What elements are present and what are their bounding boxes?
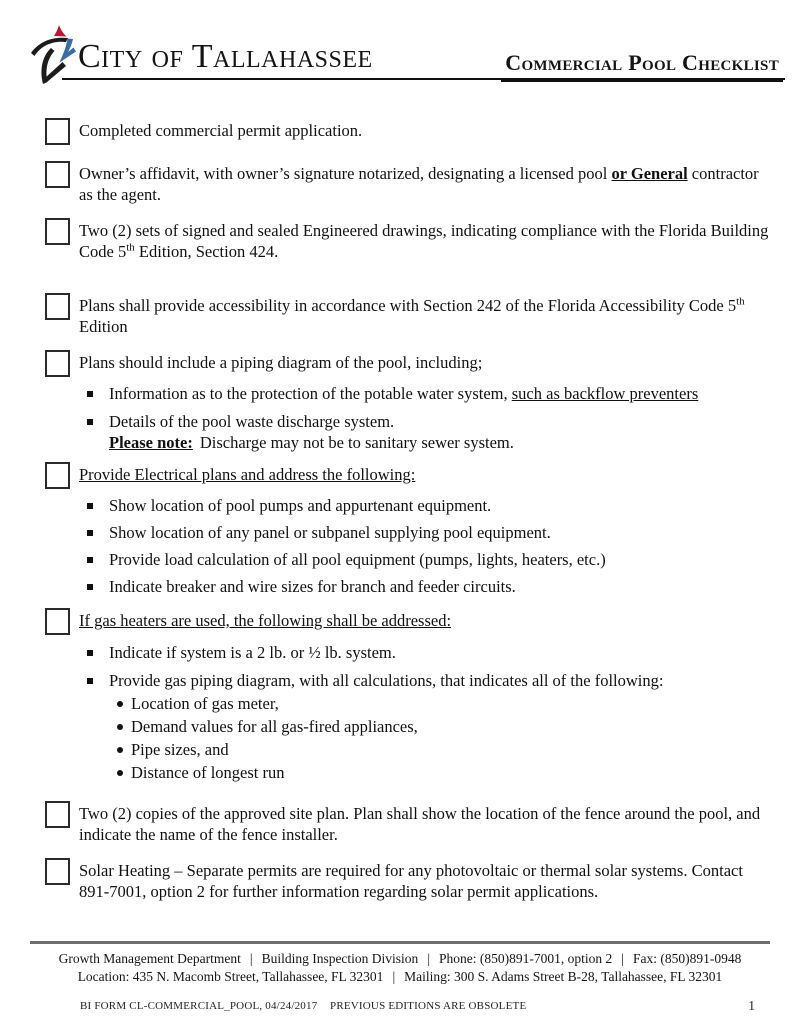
bullet-text: Show location of pool pumps and appurtenant equipment. — [109, 496, 492, 515]
text-segment: Edition, Section 424. — [134, 242, 279, 261]
item-text — [79, 218, 772, 262]
bullet-gas-sub-1 — [117, 716, 772, 737]
checkbox[interactable] — [45, 218, 70, 245]
checklist — [45, 112, 772, 902]
page-title: Commercial Pool Checklist — [501, 50, 783, 82]
note-label: Please note: — [109, 433, 193, 452]
item-text: Solar Heating – Separate permits are required for any photovoltaic or thermal solar systems. Contact 891-7001, option 2 for further information regarding solar permit applications. — [79, 861, 743, 901]
dot-bullet-icon — [117, 701, 123, 707]
checkbox[interactable] — [45, 293, 70, 320]
obsolete-note: PREVIOUS EDITIONS ARE OBSOLETE — [330, 1000, 527, 1012]
form-id: BI FORM CL-COMMERCIAL_POOL, 04/24/2017 — [80, 1000, 318, 1012]
square-bullet-icon — [87, 391, 93, 397]
item-text — [79, 293, 772, 337]
item-text: Plans should include a piping diagram of the pool, including; — [79, 353, 483, 372]
bullet-text: Indicate if system is a 2 lb. or ½ lb. system. — [109, 643, 396, 662]
bullet-text: Indicate breaker and wire sizes for branch and feeder circuits. — [109, 577, 516, 596]
bullet-text: Show location of any panel or subpanel supplying pool equipment. — [109, 523, 551, 542]
superscript: th — [736, 295, 745, 308]
emphasized-segment: or General — [611, 164, 688, 183]
bullet-text: Provide load calculation of all pool equipment (pumps, lights, heaters, etc.) — [109, 550, 606, 569]
checkbox[interactable] — [45, 608, 70, 635]
text-segment: Information as to the protection of the potable water system, — [109, 384, 512, 403]
superscript: th — [126, 241, 135, 254]
separator: | — [621, 951, 624, 966]
header-divider — [62, 78, 785, 80]
checklist-item-site-plan — [45, 801, 772, 845]
footer-contact-line-1 — [30, 950, 770, 968]
checkbox[interactable] — [45, 858, 70, 885]
item-text: Completed commercial permit application. — [79, 121, 363, 140]
bullet-text: Provide gas piping diagram, with all calculations, that indicates all of the following: — [109, 671, 664, 690]
separator: | — [427, 951, 431, 966]
square-bullet-icon — [87, 678, 93, 684]
dot-bullet-icon — [117, 747, 123, 753]
bullet-electrical-2 — [87, 549, 772, 570]
bullet-waste-discharge — [87, 411, 772, 453]
checkbox[interactable] — [45, 801, 70, 828]
dot-bullet-icon — [117, 724, 123, 730]
bullet-text: Location of gas meter, — [131, 694, 279, 713]
item-text: Provide Electrical plans and address the following: — [79, 465, 416, 484]
page-footer — [30, 941, 770, 1014]
footer-contact-line-2 — [30, 968, 770, 986]
checklist-item-permit-application — [45, 118, 772, 145]
bullet-text: Demand values for all gas-fired appliances, — [131, 717, 418, 736]
bullet-text — [109, 383, 772, 404]
bullet-text: Distance of longest run — [131, 763, 285, 782]
bullet-potable-water — [87, 383, 772, 404]
bullet-gas-system — [87, 642, 772, 663]
checklist-item-owners-affidavit — [45, 161, 772, 205]
note-text: Discharge may not be to sanitary sewer system. — [199, 433, 514, 452]
footer-mailing: Mailing: 300 S. Adams Street B-28, Tallahassee, FL 32301 — [404, 969, 723, 984]
checkbox[interactable] — [45, 118, 70, 145]
bullet-text — [109, 411, 772, 453]
bullet-text: Pipe sizes, and — [131, 740, 229, 759]
text-segment: Details of the pool waste discharge system. — [109, 412, 395, 431]
checklist-item-gas-heaters — [45, 608, 772, 635]
footer-fax: Fax: (850)891-0948 — [632, 951, 742, 966]
text-segment: Owner’s affidavit, with owner’s signature notarized, designating a licensed pool — [79, 164, 612, 183]
item-text — [79, 161, 772, 205]
bullet-gas-sub-3 — [117, 762, 772, 783]
checkbox[interactable] — [45, 462, 70, 489]
bullet-electrical-0 — [87, 495, 772, 516]
footer-department: Growth Management Department — [58, 951, 241, 966]
checklist-item-accessibility — [45, 293, 772, 337]
underlined-segment: such as backflow preventers — [511, 384, 699, 403]
checklist-item-piping-diagram — [45, 350, 772, 377]
footer-bottom-row — [30, 998, 770, 1014]
text-segment: Two (2) sets of signed and sealed Engineered drawings, indicating compliance with the Florida Building Code 5 — [79, 221, 769, 261]
dot-bullet-icon — [117, 770, 123, 776]
text-segment: contractor as the agent. — [79, 164, 759, 204]
separator: | — [249, 951, 253, 966]
item-text: Two (2) copies of the approved site plan. Plan shall show the location of the fence around the pool, and indicate the name of the fence installer. — [79, 804, 761, 844]
footer-location: Location: 435 N. Macomb Street, Tallahassee, FL 32301 — [77, 969, 384, 984]
bullet-gas-diagram — [87, 670, 772, 691]
square-bullet-icon — [87, 530, 93, 536]
checkbox[interactable] — [45, 161, 70, 188]
checklist-item-electrical-plans — [45, 462, 772, 489]
separator: | — [392, 969, 396, 984]
text-segment: Edition — [79, 317, 128, 336]
bullet-gas-sub-2 — [117, 739, 772, 760]
checkbox[interactable] — [45, 350, 70, 377]
square-bullet-icon — [87, 650, 93, 656]
footer-divider — [30, 941, 770, 944]
footer-division: Building Inspection Division — [261, 951, 419, 966]
brand-title: City of Tallahassee — [78, 38, 373, 75]
page-number: 1 — [748, 998, 755, 1013]
bullet-electrical-3 — [87, 576, 772, 597]
checklist-item-engineered-drawings — [45, 218, 772, 262]
text-segment: Plans shall provide accessibility in accordance with Section 242 of the Florida Accessibility Code 5 — [79, 296, 737, 315]
bullet-gas-sub-0 — [117, 693, 772, 714]
square-bullet-icon — [87, 503, 93, 509]
square-bullet-icon — [87, 584, 93, 590]
footer-phone: Phone: (850)891-7001, option 2 — [439, 951, 613, 966]
bullet-electrical-1 — [87, 522, 772, 543]
checklist-item-solar-heating — [45, 858, 772, 902]
square-bullet-icon — [87, 557, 93, 563]
item-text: If gas heaters are used, the following shall be addressed: — [79, 611, 452, 630]
square-bullet-icon — [87, 419, 93, 425]
